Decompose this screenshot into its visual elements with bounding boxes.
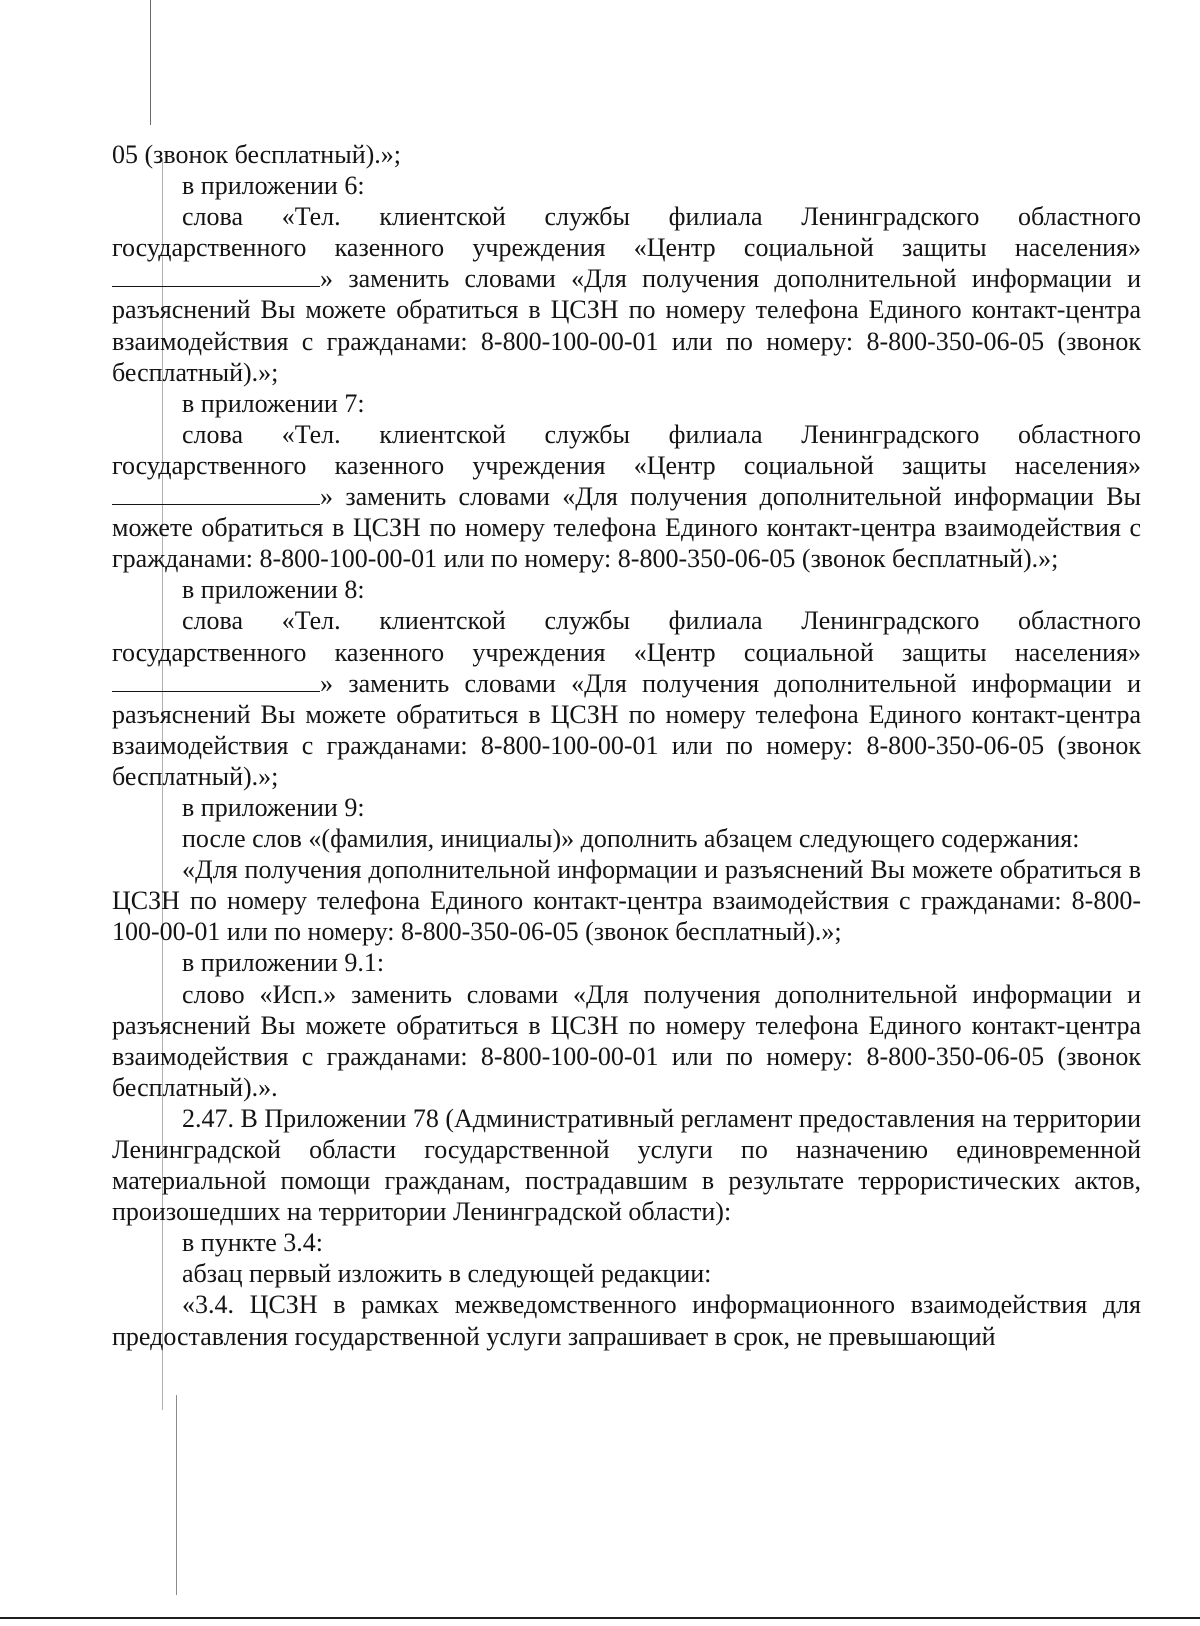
scan-edge-bottom xyxy=(0,1617,1200,1619)
paragraph-text: слова «Тел. клиентской службы филиала Ленинградского областного государственного казенного учреждения «Центр социальной защиты населения» xyxy=(112,606,1141,667)
blank-fill-line xyxy=(112,669,320,692)
document-body xyxy=(112,139,1141,1352)
paragraph-text: в приложении 6: xyxy=(182,171,365,201)
scan-mark-top xyxy=(150,0,151,125)
paragraph-text: в приложении 9.1: xyxy=(182,948,385,978)
paragraph-p5 xyxy=(112,419,1141,574)
paragraph-text: в приложении 7: xyxy=(182,388,365,418)
paragraph-p11 xyxy=(112,947,1141,978)
paragraph-text: » заменить словами «Для получения дополнительной информации и разъяснений Вы можете обратиться в ЦСЗН по номеру телефона Единого контакт-центра взаимодействия с гражданами: 8-800-100-00-01 или по номеру: 8-800-350-06-05 (звонок бесплатный).»; xyxy=(112,264,1141,387)
paragraph-p6 xyxy=(112,574,1141,605)
paragraph-p16 xyxy=(112,1289,1141,1351)
paragraph-text: после слов «(фамилия, инициалы)» дополнить абзацем следующего содержания: xyxy=(182,824,1080,854)
paragraph-p1 xyxy=(112,139,1141,170)
paragraph-text: слова «Тел. клиентской службы филиала Ленинградского областного государственного казенного учреждения «Центр социальной защиты населения» xyxy=(112,419,1141,480)
paragraph-text: 05 (звонок бесплатный).»; xyxy=(112,140,401,169)
paragraph-p9 xyxy=(112,823,1141,854)
paragraph-p13 xyxy=(112,1103,1141,1227)
scan-mark-bottom-vertical xyxy=(176,1395,177,1595)
blank-fill-line xyxy=(112,264,320,287)
blank-fill-line xyxy=(112,482,320,505)
paragraph-text: «3.4. ЦСЗН в рамках межведомственного информационного взаимодействия для предоставления государственной услуги запрашивает в срок, не превышающий xyxy=(112,1290,1141,1351)
paragraph-p4 xyxy=(112,388,1141,419)
paragraph-p14 xyxy=(112,1227,1141,1258)
paragraph-p8 xyxy=(112,792,1141,823)
paragraph-text: абзац первый изложить в следующей редакции: xyxy=(182,1259,712,1289)
paragraph-text: «Для получения дополнительной информации и разъяснений Вы можете обратиться в ЦСЗН по номеру телефона Единого контакт-центра взаимодействия с гражданами: 8-800-100-00-01 или по номеру: 8-800-350-06-05 (звонок бесплатный).»; xyxy=(112,855,1141,947)
paragraph-text: в пункте 3.4: xyxy=(182,1228,324,1258)
paragraph-text: » заменить словами «Для получения дополнительной информации Вы можете обратиться в ЦСЗН по номеру телефона Единого контакт-центра взаимодействия с гражданами: 8-800-100-00-01 или по номеру: 8-800-350-06-05 (звонок бесплатный).»; xyxy=(112,482,1141,574)
paragraph-text: в приложении 9: xyxy=(182,792,365,822)
paragraph-p15 xyxy=(112,1258,1141,1289)
paragraph-text: слова «Тел. клиентской службы филиала Ленинградского областного государственного казенного учреждения «Центр социальной защиты населения» xyxy=(112,202,1141,263)
paragraph-text: в приложении 8: xyxy=(182,575,365,605)
paragraph-p3 xyxy=(112,201,1141,388)
paragraph-text: 2.47. В Приложении 78 (Административный регламент предоставления на территории Ленинградской области государственной услуги по назначению единовременной материальной помощи гражданам, пострадавшим в результате террористических актов, произошедших на территории Ленинградской области): xyxy=(112,1103,1141,1227)
paragraph-text: » заменить словами «Для получения дополнительной информации и разъяснений Вы можете обратиться в ЦСЗН по номеру телефона Единого контакт-центра взаимодействия с гражданами: 8-800-100-00-01 или по номеру: 8-800-350-06-05 (звонок бесплатный).»; xyxy=(112,668,1141,791)
paragraph-text: слово «Исп.» заменить словами «Для получения дополнительной информации и разъяснений Вы можете обратиться в ЦСЗН по номеру телефона Единого контакт-центра взаимодействия с гражданами: 8-800-100-00-01 или по номеру: 8-800-350-06-05 (звонок бесплатный).». xyxy=(112,979,1141,1102)
paragraph-p10 xyxy=(112,854,1141,947)
paragraph-p2 xyxy=(112,170,1141,201)
paragraph-p7 xyxy=(112,605,1141,792)
paragraph-p12 xyxy=(112,979,1141,1103)
